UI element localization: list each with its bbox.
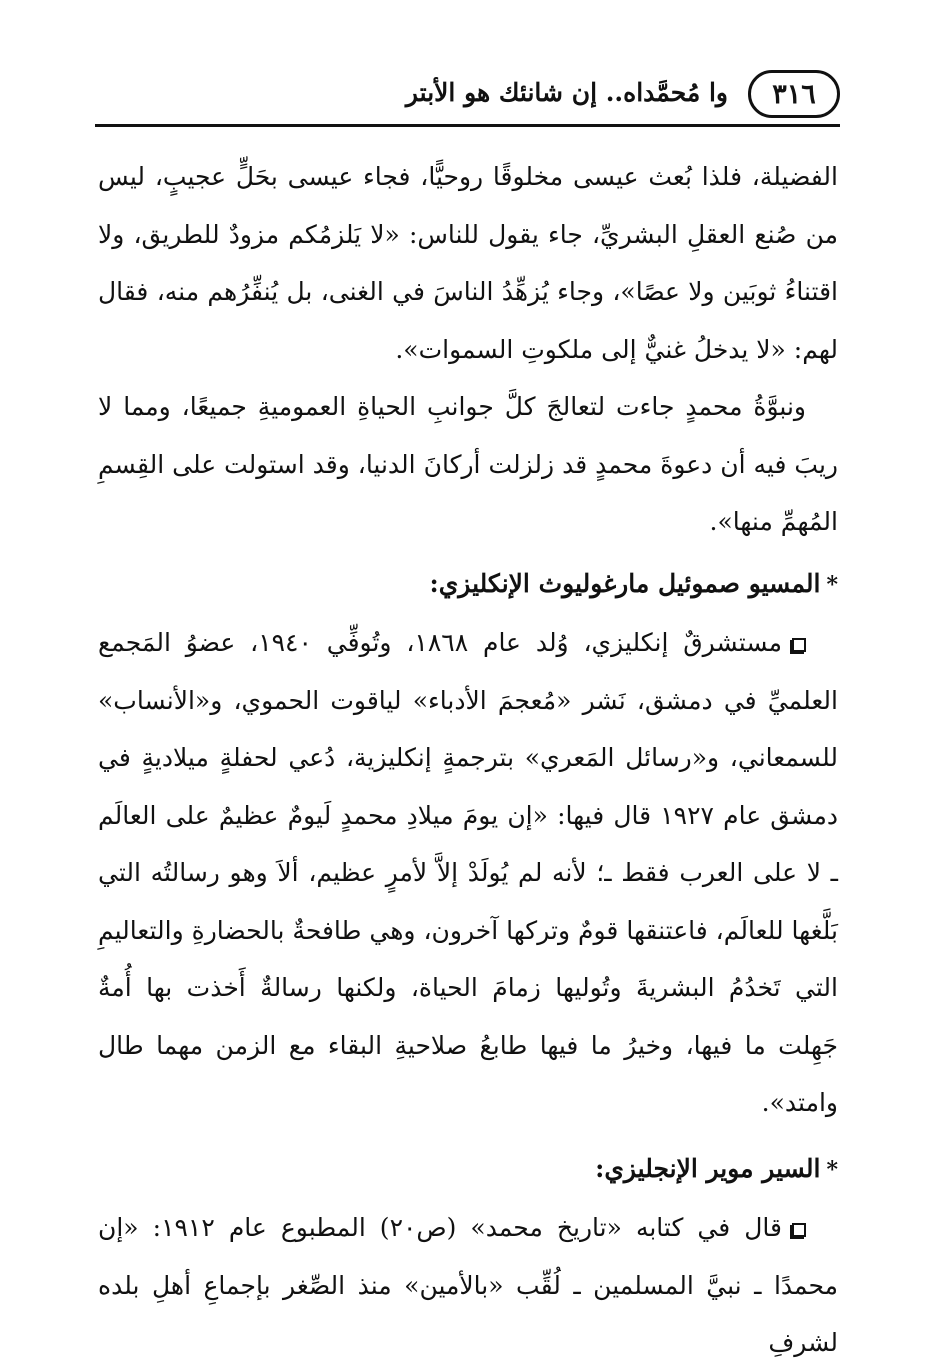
header-rule	[95, 124, 840, 127]
paragraph-continued: الفضيلة، فلذا بُعث عيسى مخلوقًا روحيًّا، فجاء عيسى بحَلٍّ عجيبٍ، ليس من صُنع العقلِ البشريِّ، جاء يقول للناس: «لا يَلزمُكم مزودٌ للطريق، ولا اقتناءُ ثوبَين ولا عصًا»، وجاء يُزهِّدُ الناسَ في الغنى، بل يُنفِّرُهم منه، فقال لهم: «لا يدخلُ غنيٌّ إلى ملكوتِ السموات».	[98, 162, 838, 364]
star-bullet-icon: *	[826, 1156, 838, 1183]
section-body-muir	[98, 1199, 838, 1372]
star-bullet-icon: *	[826, 571, 838, 598]
section-heading-text: المسيو صموئيل مارغوليوث الإنكليزي:	[429, 568, 821, 598]
section-heading-muir	[98, 1140, 838, 1200]
page-body	[98, 148, 838, 1372]
section-body-margoliouth	[98, 614, 838, 1132]
section-heading-margoliouth	[98, 555, 838, 615]
page-number-badge: ٣١٦	[748, 70, 840, 118]
section-body-text: قال في كتابه «تاريخ محمد» (ص٢٠) المطبوع عام ١٩١٢: «إن محمدًا ـ نبيَّ المسلمين ـ لُقِّب «بالأمين» منذ الصِّغر بإجماعِ أهلِ بلده لشرفِ	[98, 1213, 838, 1357]
square-bullet-icon	[792, 638, 806, 652]
section-heading-text: السير موير الإنجليزي:	[595, 1153, 821, 1183]
paragraph-prophethood: ونبوَّةُ محمدٍ جاءت لتعالجَ كلَّ جوانبِ الحياةِ العموميةِ جميعًا، ومما لا ريبَ فيه أن دعوةَ محمدٍ قد زلزلت أركانَ الدنيا، وقد استولت على القِسمِ المُهمِّ منها».	[98, 392, 838, 536]
square-bullet-icon	[792, 1223, 806, 1237]
page-header	[95, 66, 840, 128]
running-title: وا مُحمَّداه.. إن شانئك هو الأبتر	[405, 78, 728, 107]
section-body-text: مستشرقٌ إنكليزي، وُلد عام ١٨٦٨، وتُوفِّي ١٩٤٠، عضوُ المَجمع العلميِّ في دمشق، نَشر «مُعجمَ الأدباء» لياقوت الحموي، و«الأنساب» للسمعاني، و«رسائل المَعري» بترجمةٍ إنكليزية، دُعي لحفلةٍ ميلاديةٍ في دمشق عام ١٩٢٧ قال فيها: «إن يومَ ميلادِ محمدٍ لَيومٌ عظيمٌ على العالَم ـ لا على العرب فقط ـ؛ لأنه لم يُولَدْ إلاَّ لأمرٍ عظيم، ألاَ وهو رسالتُه التي بَلَّغها للعالَم، فاعتنقها قومٌ وتركها آخرون، وهي طافحةٌ بالحضارةِ والتعاليمِ التي تَخدُمُ البشريةَ وتُوليها زمامَ الحياة، ولكنها رسالةٌ أَخذت بها أُمةٌ جَهِلت ما فيها، وخيرُ ما فيها طابعُ صلاحيةِ البقاء مع الزمن مهما طال وامتد».	[98, 628, 838, 1117]
